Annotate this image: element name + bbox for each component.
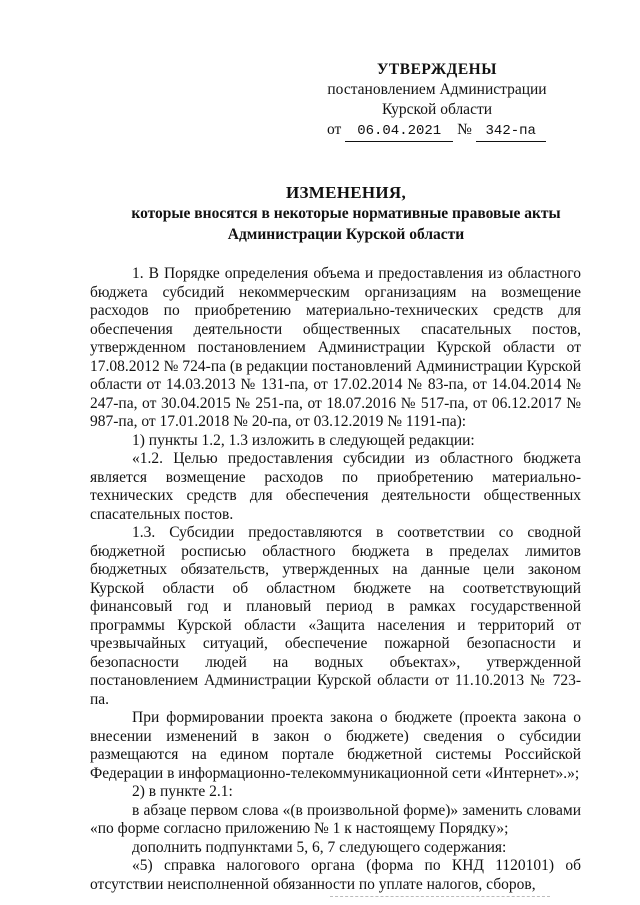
from-label: от: [327, 121, 342, 138]
paragraph-3: «1.2. Целью предоставления субсидии из областного бюджета является возмещение расходов по приобретению материально-технических средств для обеспечения деятельности общественных спасательных постов.: [90, 450, 581, 523]
footer-divider: [330, 896, 550, 897]
paragraph-5: При формировании проекта закона о бюджете (проекта закона о внесении изменений в закон о бюджете) сведения о субсидии размещаются на едином портале бюджетной системы Российской Федерации в информационно-телекоммуникационной сети «Интернет».»;: [90, 709, 581, 782]
approval-number-line: [322, 120, 552, 142]
heading-subtitle-2: Администрации Курской области: [227, 226, 465, 243]
paragraph-7: в абзаце первом слова «(в произвольной форме)» заменить словами «по форме согласно приложению № 1 к настоящему Порядку»;: [90, 801, 581, 837]
number-label: №: [457, 121, 472, 138]
heading-subtitle-1: которые вносятся в некоторые нормативные правовые акты: [131, 205, 561, 222]
paragraph-2: 1) пункты 1.2, 1.3 изложить в следующей редакции:: [132, 431, 475, 449]
approval-line-1: постановлением Администрации: [327, 81, 547, 98]
paragraph-9: «5) справка налогового органа (форма по КНД 1120101) об отсутствии неисполненной обязанности по уплате налогов, сборов,: [90, 857, 581, 893]
approval-number: 342-па: [476, 121, 546, 142]
approval-block: [322, 60, 552, 142]
approval-title: УТВЕРЖДЕНЫ: [377, 61, 497, 78]
paragraph-1: 1. В Порядке определения объема и предоставления из областного бюджета субсидий некоммерческим организациям на возмещение расходов по приобретению материально-технических средств для обеспечения деятельности общественных спасательных постов, утвержденном постановлением Администрации Курской области от 17.08.2012 № 724-па (в редакции постановлений Администрации Курской области от 14.03.2013 № 131-па, от 17.02.2014 № 83-па, от 14.04.2014 № 247-па, от 30.04.2015 № 251-па, от 18.07.2016 № 517-па, от 06.12.2017 № 987-па, от 17.01.2018 № 20-па, от 03.12.2019 № 1191-па):: [90, 265, 581, 430]
paragraph-4: 1.3. Субсидии предоставляются в соответствии со сводной бюджетной росписью областного бюджета в пределах лимитов бюджетных обязательств, утвержденных на данные цели законом Курской области об областном бюджете на соответствующий финансовый год и плановый период в рамках государственной программы Курской области «Защита населения и территорий от чрезвычайных ситуаций, обеспечение пожарной безопасности и безопасности людей на водных объектах», утвержденной постановлением Администрации Курской области от 11.10.2013 № 723-па.: [90, 524, 581, 708]
approval-date: 06.04.2021: [345, 121, 453, 142]
document-body: [90, 265, 581, 894]
heading-title: ИЗМЕНЕНИЯ,: [285, 183, 407, 202]
document-heading: [86, 182, 606, 245]
approval-line-2: Курской области: [381, 101, 493, 118]
paragraph-8: дополнить подпунктами 5, 6, 7 следующего содержания:: [132, 838, 507, 856]
paragraph-6: 2) в пункте 2.1:: [132, 783, 233, 800]
